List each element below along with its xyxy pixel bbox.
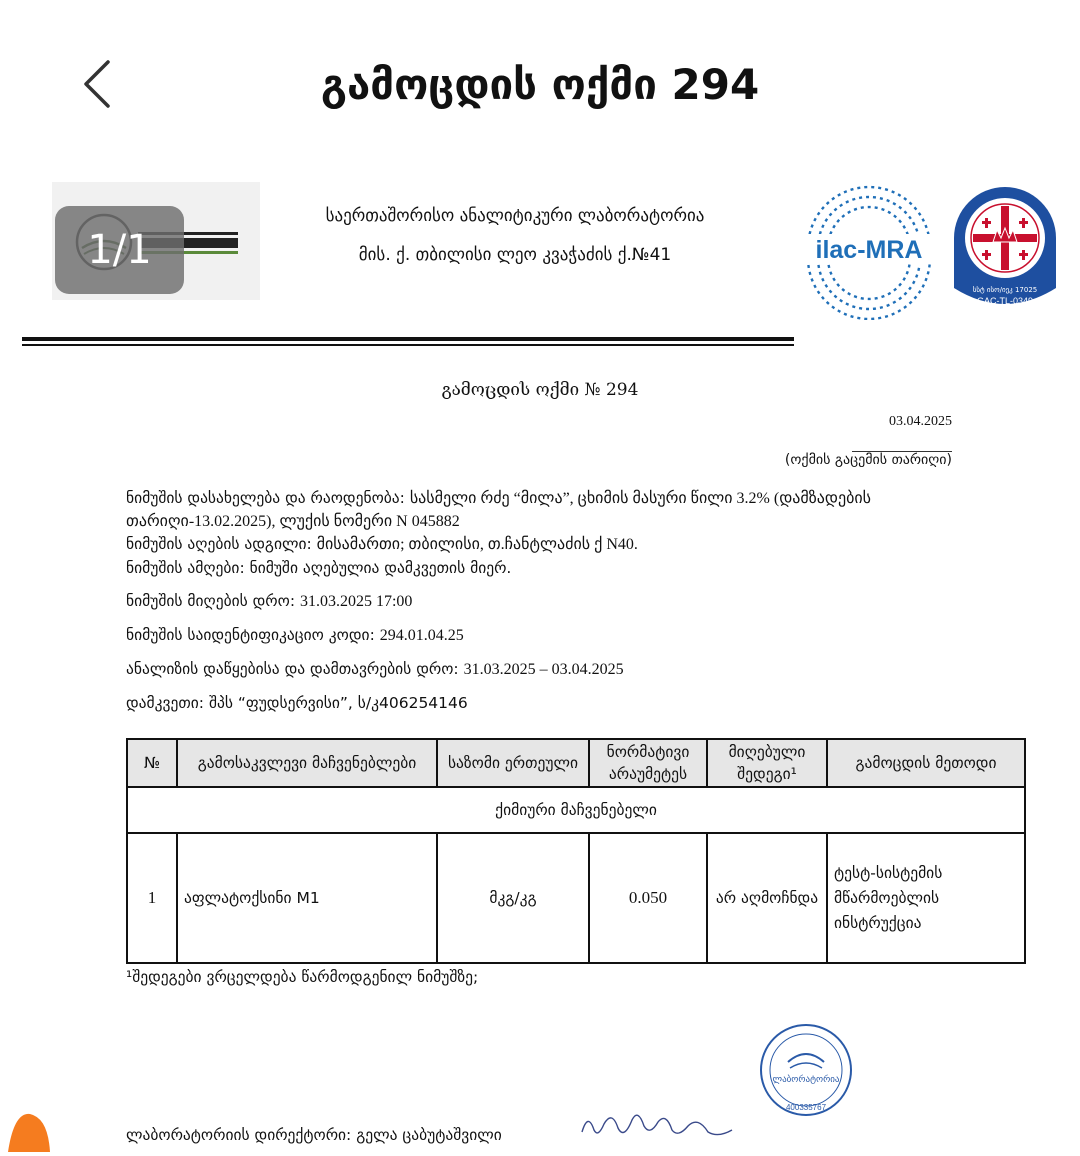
page-counter: 1/1 (55, 206, 184, 294)
issue-date: 03.04.2025 (889, 414, 952, 429)
field-customer: დამკვეთი: შპს “ფუდსერვისი”, ს/კ406254146 (126, 694, 468, 712)
issue-date-caption: (ოქმის გაცემის თარიღი) (784, 452, 952, 468)
svg-text:სსტ ისო/იეკ 17025: სსტ ისო/იეკ 17025 (972, 286, 1038, 294)
lab-stamp (758, 1022, 854, 1118)
cell-unit: მკგ/კგ (437, 833, 589, 963)
cell-method: ტესტ-სისტემის მწარმოებლის ინსტრუქცია (827, 833, 1025, 963)
svg-text:ilac-MRA: ilac-MRA (815, 236, 923, 264)
header-result: მიღებული შედეგი¹ (707, 739, 827, 787)
cell-result: არ აღმოჩნდა (707, 833, 827, 963)
director-line: ლაბორატორიის დირექტორი: გელა ცაბუტაშვილი (126, 1126, 502, 1144)
header-norm: ნორმატივი არაუმეტეს (589, 739, 707, 787)
header-unit: საზომი ერთეული (437, 739, 589, 787)
table-section-row (127, 787, 1025, 833)
header-divider-thin (22, 344, 794, 346)
svg-text:400335767: 400335767 (785, 1103, 827, 1112)
footnote: ¹შედეგები ვრცელდება წარმოდგენილ ნიმუშზე; (126, 968, 479, 986)
results-table (126, 738, 1026, 964)
header-number: № (127, 739, 177, 787)
field-analysis-period: ანალიზის დაწყებისა და დამთავრების დრო: 31.03.2025 – 03.04.2025 (126, 660, 624, 678)
cell-indicator: აფლატოქსინი M1 (177, 833, 437, 963)
document-title: გამოცდის ოქმი № 294 (441, 380, 639, 400)
top-app-bar (0, 0, 1080, 175)
svg-text:GAC-TL-0349: GAC-TL-0349 (976, 296, 1034, 306)
ilac-mra-logo (800, 178, 938, 320)
field-receipt-time: ნიმუშის მიღების დრო: 31.03.2025 17:00 (126, 592, 413, 610)
header-method: გამოცდის მეთოდი (827, 739, 1025, 787)
section-title: ქიმიური მაჩვენებელი (127, 787, 1025, 833)
floating-action-button[interactable] (0, 1112, 52, 1152)
gac-accreditation-logo (948, 180, 1062, 320)
page-title: გამოცდის ოქმი 294 (320, 60, 760, 109)
field-identification-code: ნიმუშის საიდენტიფიკაციო კოდი: 294.01.04.25 (126, 626, 464, 644)
director-signature (578, 1102, 738, 1146)
header-divider-thick (22, 337, 794, 341)
header-indicator: გამოსაკვლევი მაჩვენებლები (177, 739, 437, 787)
field-sampling-place: ნიმუშის აღების ადგილი: მისამართი; თბილისი, თ.ჩანტლაძის ქ N40. (126, 535, 638, 553)
svg-text:ლაბორატორია: ლაბორატორია (772, 1075, 840, 1085)
lab-address: მის. ქ. თბილისი ლეო კვაჭაძის ქ.№41 (358, 245, 672, 265)
cell-norm: 0.050 (589, 833, 707, 963)
table-row (127, 833, 1025, 963)
field-sample-name: ნიმუშის დასახელება და რაოდენობა: სასმელი რძე “მილა”, ცხიმის მასური წილი 3.2% (დამზადების თარიღი-13.02.2025), ლუქის ნომერი N 045882 (126, 489, 872, 530)
table-header-row (127, 739, 1025, 787)
field-sampler: ნიმუშის ამღები: ნიმუში აღებულია დამკვეთის მიერ. (126, 559, 512, 577)
lab-name: საერთაშორისო ანალიტიკური ლაბორატორია (325, 206, 705, 226)
cell-number: 1 (127, 833, 177, 963)
